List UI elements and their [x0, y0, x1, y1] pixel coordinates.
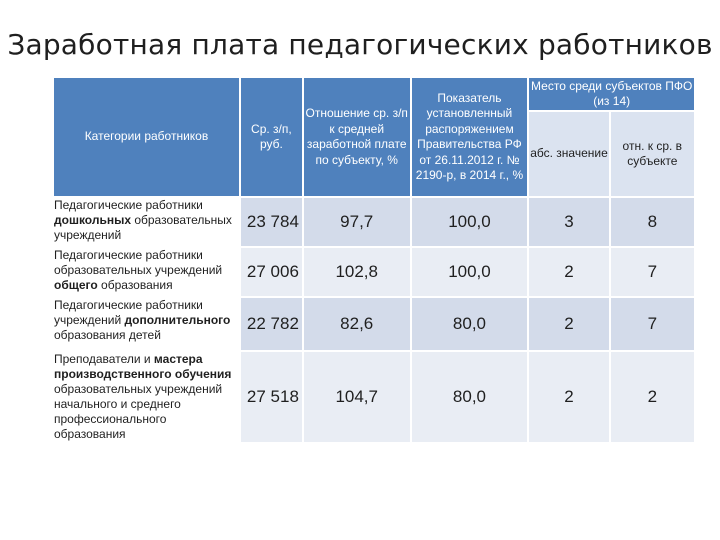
category-text: образования детей [54, 328, 161, 342]
header-avg-salary: Ср. з/п, руб. [241, 78, 302, 196]
header-category: Категории работников [54, 78, 239, 196]
cell-place-abs: 3 [529, 198, 608, 246]
cell-place-abs: 2 [529, 352, 608, 442]
category-emphasis: общего [54, 278, 98, 292]
cell-avg-salary: 27 518 [241, 352, 302, 442]
cell-place-rel: 7 [611, 298, 694, 350]
category-text: образовательных учреждений [54, 213, 232, 242]
cell-avg-salary: 22 782 [241, 298, 302, 350]
row-category [54, 352, 239, 442]
cell-ratio: 82,6 [304, 298, 410, 350]
cell-ratio: 97,7 [304, 198, 410, 246]
category-emphasis: дошкольных [54, 213, 131, 227]
cell-ratio: 104,7 [304, 352, 410, 442]
row-category [54, 198, 239, 246]
row-category [54, 298, 239, 350]
cell-ratio: 102,8 [304, 248, 410, 296]
cell-place-rel: 2 [611, 352, 694, 442]
table-row [54, 248, 694, 296]
cell-target: 100,0 [412, 198, 528, 246]
header-place-group: Место среди субъектов ПФО (из 14) [531, 78, 693, 108]
category-text: образования [97, 278, 173, 292]
cell-place-abs: 2 [529, 298, 608, 350]
category-text: образовательных учреждений начального и среднего профессионального образования [54, 382, 223, 441]
category-text: Педагогические работники образовательных учреждений [54, 248, 223, 277]
cell-place-rel: 7 [611, 248, 694, 296]
row-category [54, 248, 239, 296]
cell-target: 80,0 [412, 298, 528, 350]
cell-place-abs: 2 [529, 248, 608, 296]
cell-avg-salary: 27 006 [241, 248, 302, 296]
table-row [54, 298, 694, 350]
category-text: Педагогические работники учреждений [54, 298, 203, 327]
table-row [54, 352, 694, 442]
category-emphasis: дополнительного [124, 313, 231, 327]
page-title: Заработная плата педагогических работников [7, 28, 713, 61]
cell-place-rel: 8 [611, 198, 694, 246]
header-place-abs: абс. значение [529, 112, 608, 196]
cell-avg-salary: 23 784 [241, 198, 302, 246]
cell-target: 100,0 [412, 248, 528, 296]
header-ratio: Отношение ср. з/п к средней заработной плате по субъекту, % [304, 78, 410, 196]
salary-table [52, 76, 696, 444]
category-text: Педагогические работники [54, 198, 203, 212]
header-target: Показатель установленный распоряжением Правительства РФ от 26.11.2012 г. № 2190-р, в 2014 г., % [412, 78, 528, 196]
table-row [54, 198, 694, 246]
header-place-rel: отн. к ср. в субъекте [611, 112, 694, 196]
category-text: Преподаватели и [54, 352, 154, 366]
category-emphasis: мастера производственного обучения [54, 352, 232, 381]
cell-target: 80,0 [412, 352, 528, 442]
